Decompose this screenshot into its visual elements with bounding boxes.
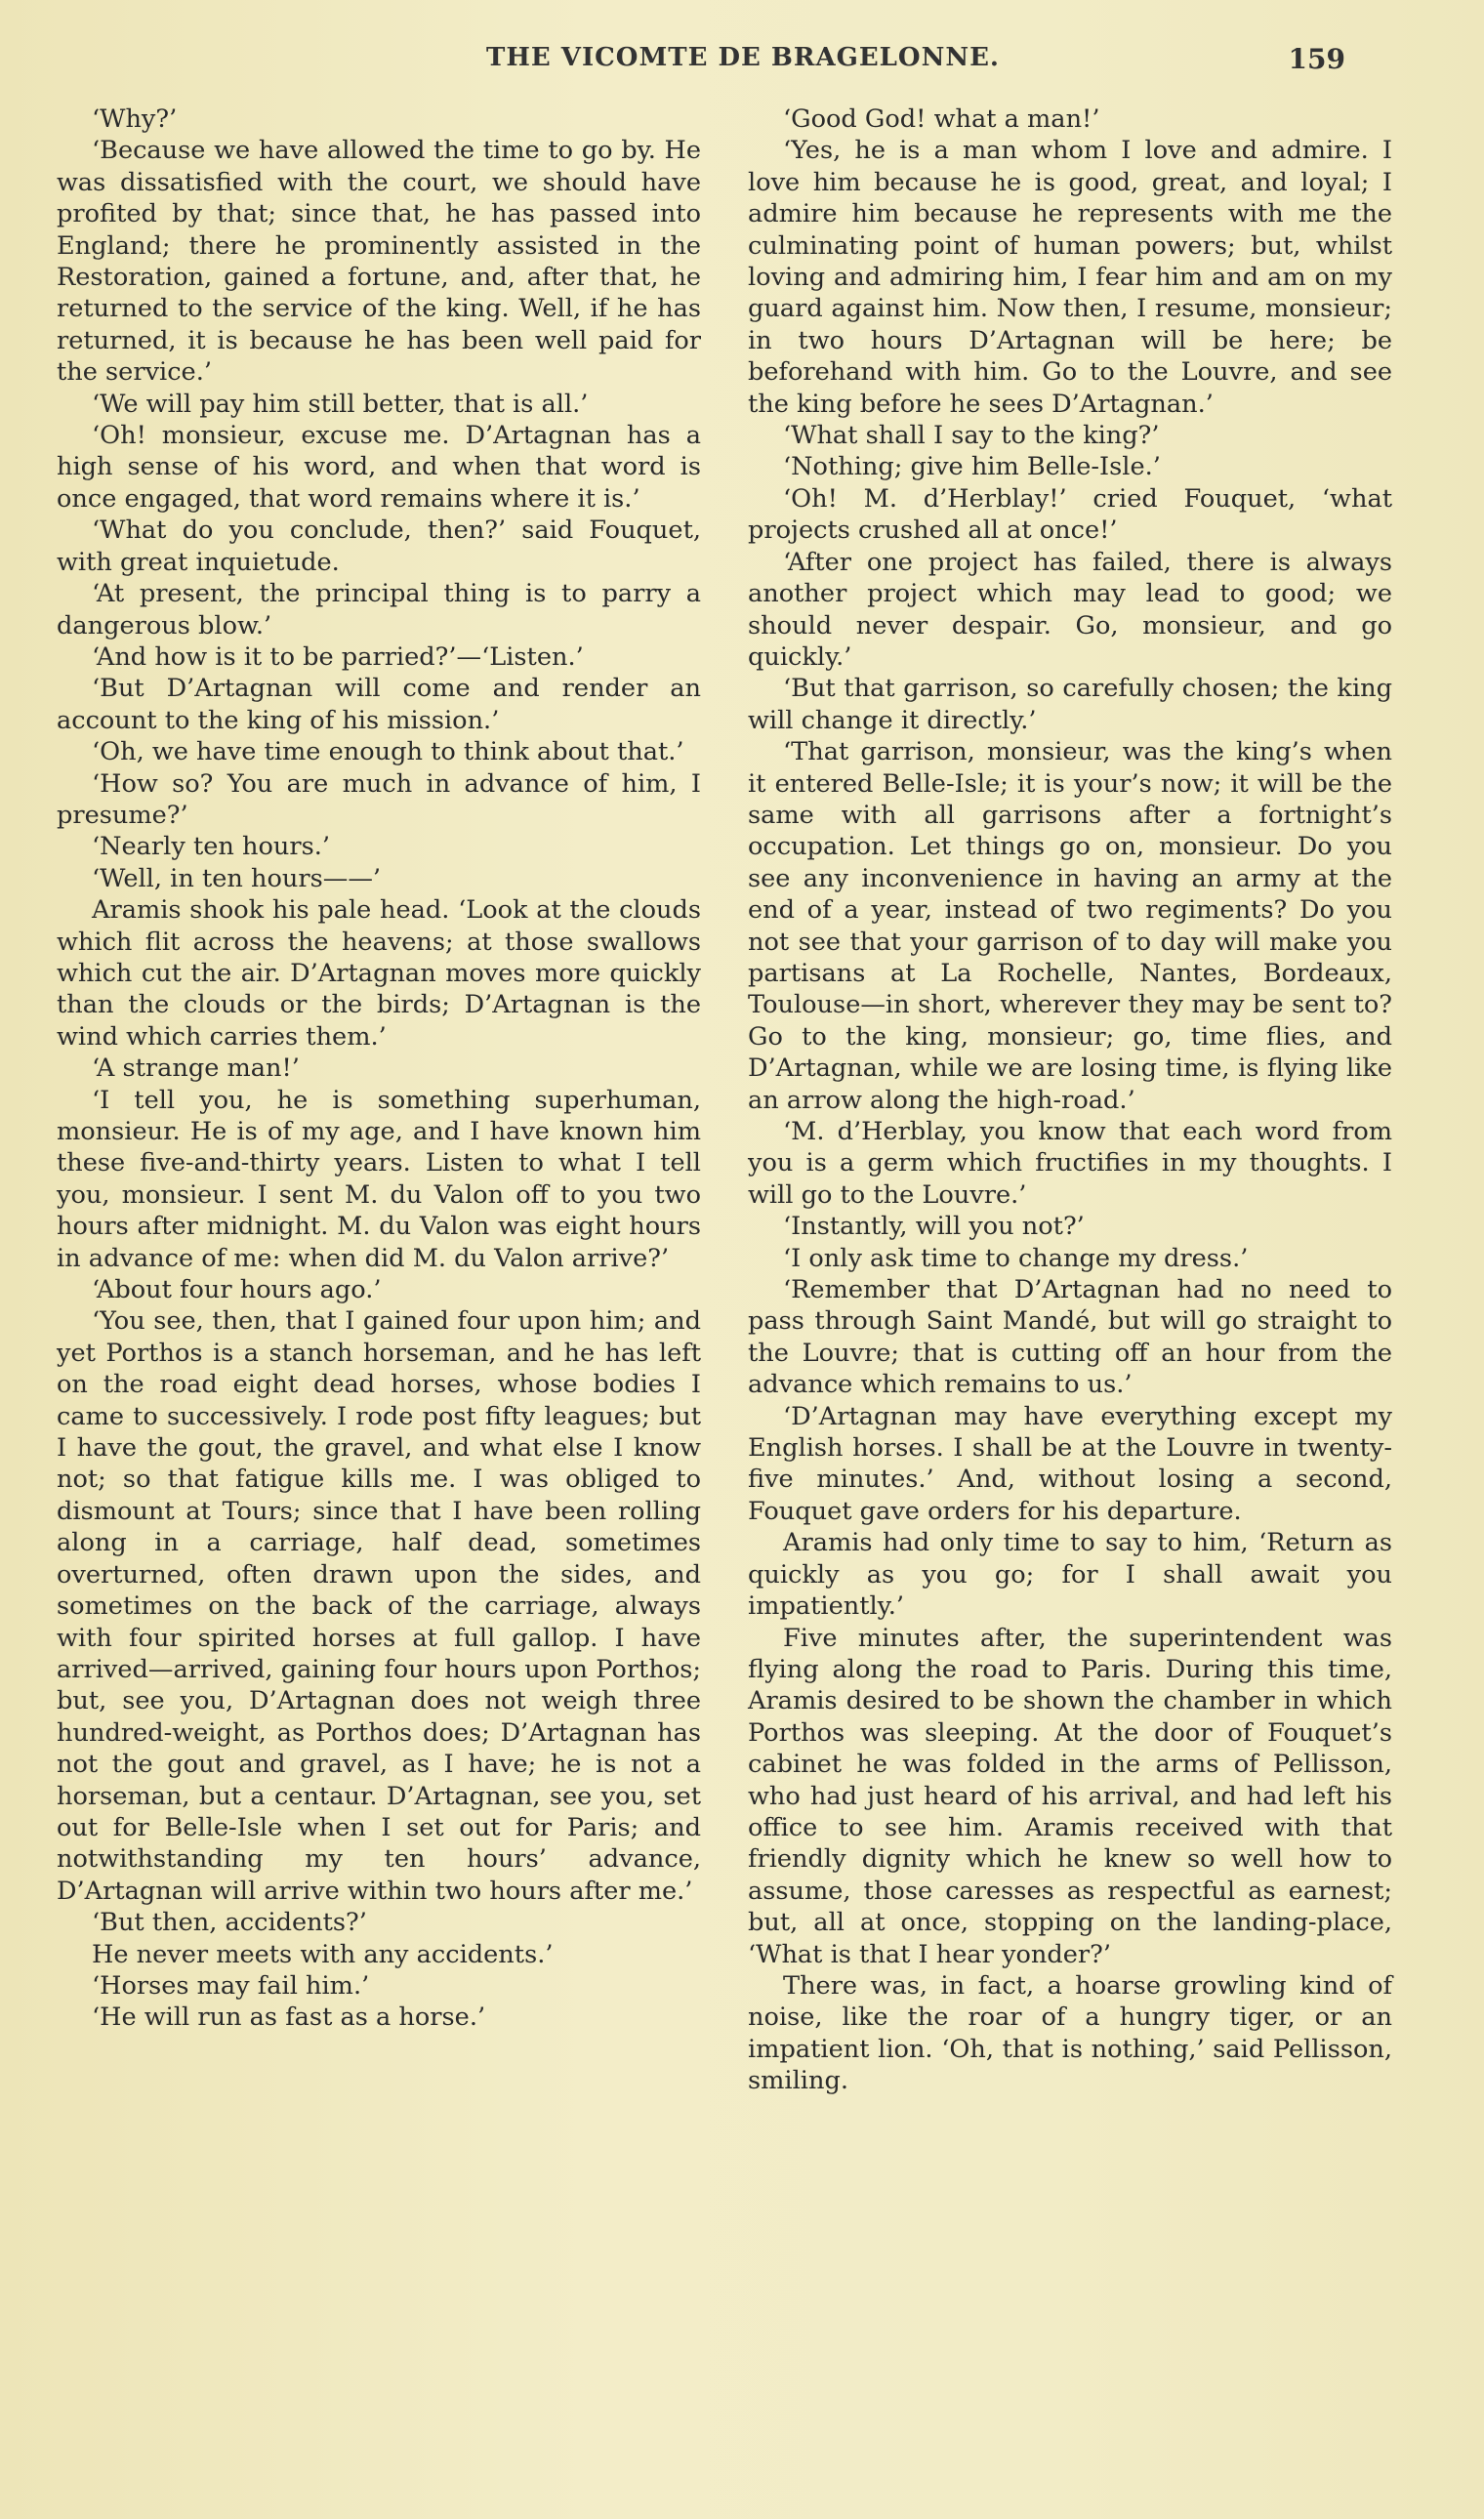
paragraph: ‘But that garrison, so carefully chosen; the king will change it directly.’: [748, 674, 1392, 735]
running-head: [57, 43, 1345, 82]
paragraph: ‘How so? You are much in advance of him, I presume?’: [57, 768, 701, 830]
paragraph: ‘Oh! M. d’Herblay!’ cried Fouquet, ‘what projects crushed all at once!’: [748, 483, 1392, 546]
paragraph: ‘That garrison, monsieur, was the king’s when it entered Belle-Isle; it is your’s now; it will be the same with all garrisons after a fortnight’s occupation. Let things go on, monsieur. Do you see any inconvenience in having an army at the end of a year, instead of two regiments? Do you not see that your garrison of to day will make you partisans at La Rochelle, Nantes, Bordeaux, Toulouse—in short, wherever they may be sent to? Go to the king, monsieur; go, time flies, and D’Artagnan, while we are losing time, is flying like an arrow along the high-road.’: [748, 737, 1392, 1115]
paragraph: ‘A strange man!’: [92, 1053, 300, 1084]
page-number: 159: [1288, 43, 1345, 75]
paragraph: ‘At present, the principal thing is to parry a dangerous blow.’: [57, 579, 701, 640]
paragraph: Aramis had only time to say to him, ‘Return as quickly as you go; for I shall await you impatiently.’: [748, 1528, 1392, 1622]
paragraph: ‘What do you conclude, then?’ said Fouquet, with great inquietude.: [57, 516, 701, 577]
paragraph: ‘Nearly ten hours.’: [92, 832, 331, 862]
paragraph: ‘M. d’Herblay, you know that each word from you is a germ which fructifies in my thoughts. I will go to the Louvre.’: [748, 1117, 1392, 1210]
running-title: THE VICOMTE DE BRAGELONNE.: [486, 43, 1000, 72]
paragraph: ‘You see, then, that I gained four upon him; and yet Porthos is a stanch horseman, and he has left on the road eight dead horses, whose bodies I came to successively. I rode post fifty leagues; but I have the gout, the gravel, and what else I know not; so that fatigue kills me. I was obliged to dismount at Tours; since that I have been rolling along in a carriage, half dead, sometimes overturned, often drawn upon the sides, and sometimes on the back of the carriage, always with four spirited horses at full gallop. I have arrived—arrived, gaining four hours upon Porthos; but, see you, D’Artagnan does not weigh three hundred-weight, as Porthos does; D’Artagnan has not the gout and gravel, as I have; he is not a horseman, but a centaur. D’Artagnan, see you, set out for Belle-Isle when I set out for Paris; and notwithstanding my ten hours’ advance, D’Artagnan will arrive within two hours after me.’: [57, 1306, 701, 1906]
paragraph: There was, in fact, a hoarse growling kind of noise, like the roar of a hungry tiger, or an impatient lion. ‘Oh, that is nothing,’ said Pellisson, smiling.: [748, 1970, 1392, 2096]
paragraph: ‘Horses may fail him.’: [92, 1970, 370, 2001]
paragraph: ‘But D’Artagnan will come and render an account to the king of his mission.’: [57, 674, 701, 735]
paragraph: ‘Well, in ten hours——’: [92, 863, 382, 893]
paragraph: ‘Because we have allowed the time to go by. He was dissatisfied with the court, we should have profited by that; since that, he has passed into England; there he prominently assisted in the Restoration, gained a fortune, and, after that, he returned to the service of the king. Well, if he has returned, it is because he has been well paid for the service.’: [57, 136, 701, 388]
paragraph: ‘Good God! what a man!’: [783, 104, 1100, 134]
paragraph: ‘D’Artagnan may have everything except my English horses. I shall be at the Louvre in twenty-five minutes.’ And, without losing a second, Fouquet gave orders for his departure.: [748, 1401, 1392, 1526]
paragraph: ‘He will run as fast as a horse.’: [92, 2003, 486, 2033]
paragraph: ‘What shall I say to the king?’: [783, 421, 1160, 451]
paragraph: ‘Instantly, will you not?’: [783, 1212, 1085, 1242]
paragraph: ‘Why?’: [92, 104, 178, 134]
paragraph: ‘I tell you, he is something superhuman, monsieur. He is of my age, and I have known him these five-and-thirty years. Listen to what I tell you, monsieur. I sent M. du Valon off to you two hours after midnight. M. du Valon was eight hours in advance of me: when did M. du Valon arrive?’: [57, 1085, 701, 1273]
paragraph: Aramis shook his pale head. ‘Look at the clouds which flit across the heavens; at those swallows which cut the air. D’Artagnan moves more quickly than the clouds or the birds; D’Artagnan is the wind which carries them.’: [57, 895, 701, 1052]
paragraph: ‘We will pay him still better, that is all.’: [92, 389, 589, 419]
paragraph: ‘Remember that D’Artagnan had no need to pass through Saint Mandé, but will go straight to the Louvre; that is cutting off an hour from the advance which remains to us.’: [748, 1275, 1392, 1400]
paragraph: ‘And how is it to be parried?’—‘Listen.’: [92, 641, 584, 672]
paragraph: ‘Yes, he is a man whom I love and admire. I love him because he is good, great, and loyal; I admire him because he represents with me the culminating point of human powers; but, whilst loving and admiring him, I fear him and am on my guard against him. Now then, I resume, monsieur; in two hours D’Artagnan will be here; be beforehand with him. Go to the Louvre, and see the king before he sees D’Artagnan.’: [748, 136, 1392, 419]
paragraph: ‘Oh! monsieur, excuse me. D’Artagnan has a high sense of his word, and when that word is once engaged, that word remains where it is.’: [57, 421, 701, 514]
right-column: [748, 103, 1392, 2097]
paragraph: Five minutes after, the superintendent was flying along the road to Paris. During this time, Aramis desired to be shown the chamber in which Porthos was sleeping. At the door of Fouquet’s cabinet he was folded in the arms of Pellisson, who had just heard of his arrival, and had left his office to see him. Aramis received with that friendly dignity which he knew so well how to assume, those caresses as respectful as earnest; but, all at once, stopping on the landing-place, ‘What is that I hear yonder?’: [748, 1623, 1392, 1969]
paragraph: ‘About four hours ago.’: [92, 1275, 382, 1305]
paragraph: ‘I only ask time to change my dress.’: [783, 1243, 1249, 1273]
paragraph: ‘Nothing; give him Belle-Isle.’: [783, 452, 1161, 482]
paragraph: ‘After one project has failed, there is always another project which may lead to good; we should never despair. Go, monsieur, and go quickly.’: [748, 547, 1392, 672]
left-column: [57, 103, 701, 2034]
paragraph: ‘But then, accidents?’: [92, 1908, 367, 1938]
paragraph: He never meets with any accidents.’: [92, 1939, 554, 1969]
paragraph: ‘Oh, we have time enough to think about that.’: [92, 737, 684, 767]
